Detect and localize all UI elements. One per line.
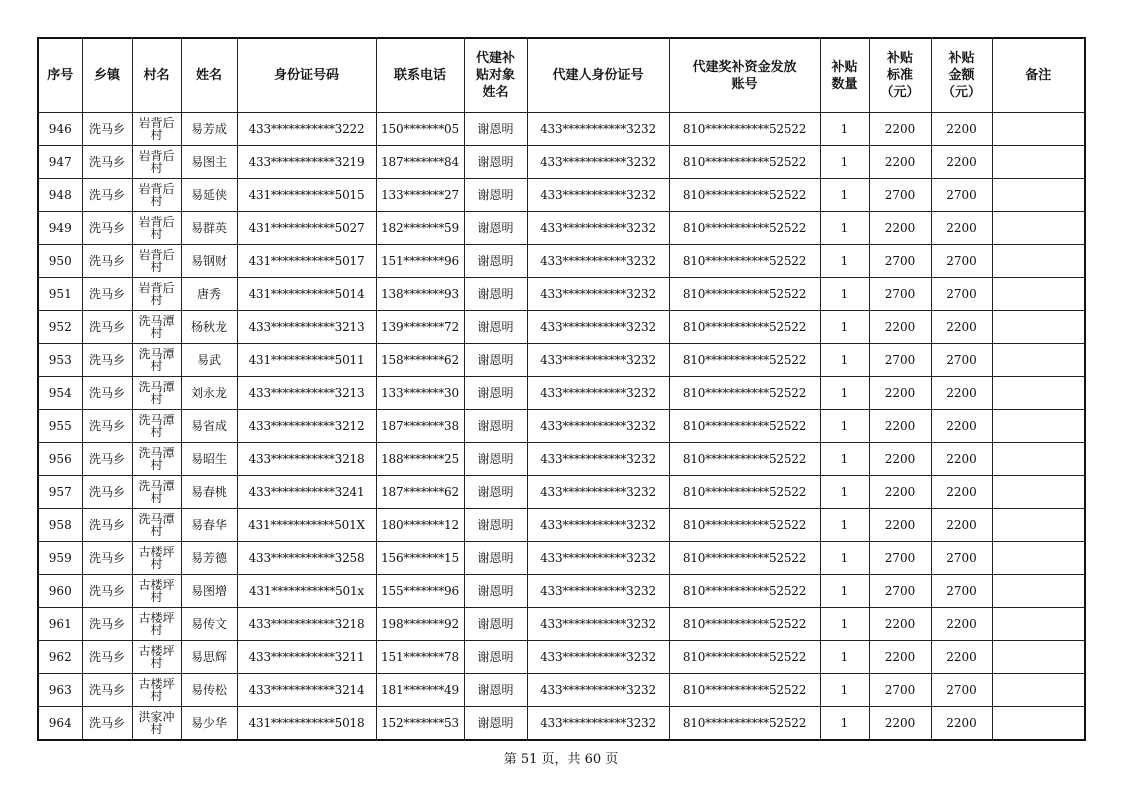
- cell-agent-name: 谢恩明: [464, 146, 527, 179]
- cell-seq: 949: [38, 212, 82, 245]
- cell-standard: 2700: [869, 344, 931, 377]
- header-standard: 补贴 标准 （元）: [869, 38, 931, 113]
- cell-standard: 2700: [869, 245, 931, 278]
- cell-id-number: 431***********5017: [237, 245, 376, 278]
- table-row: [38, 575, 1085, 608]
- cell-remark: [992, 575, 1085, 608]
- cell-remark: [992, 509, 1085, 542]
- cell-phone: 156*******15: [376, 542, 464, 575]
- cell-account: 810***********52522: [669, 542, 820, 575]
- cell-account: 810***********52522: [669, 674, 820, 707]
- cell-amount: 2200: [931, 608, 992, 641]
- cell-amount: 2200: [931, 443, 992, 476]
- table-row: [38, 344, 1085, 377]
- cell-standard: 2200: [869, 608, 931, 641]
- cell-name: 易钢财: [181, 245, 237, 278]
- cell-phone: 150*******05: [376, 113, 464, 146]
- cell-amount: 2700: [931, 179, 992, 212]
- cell-name: 易昭生: [181, 443, 237, 476]
- cell-remark: [992, 641, 1085, 674]
- cell-town: 洗马乡: [82, 146, 132, 179]
- cell-agent-name: 谢恩明: [464, 509, 527, 542]
- cell-phone: 181*******49: [376, 674, 464, 707]
- cell-phone: 133*******30: [376, 377, 464, 410]
- cell-id-number: 431***********501X: [237, 509, 376, 542]
- cell-amount: 2700: [931, 575, 992, 608]
- cell-town: 洗马乡: [82, 608, 132, 641]
- cell-id-number: 431***********5018: [237, 707, 376, 741]
- cell-name: 易传松: [181, 674, 237, 707]
- cell-account: 810***********52522: [669, 146, 820, 179]
- cell-account: 810***********52522: [669, 113, 820, 146]
- cell-standard: 2200: [869, 476, 931, 509]
- cell-agent-id: 433***********3232: [527, 443, 669, 476]
- header-id-number: 身份证号码: [237, 38, 376, 113]
- cell-account: 810***********52522: [669, 245, 820, 278]
- cell-agent-name: 谢恩明: [464, 443, 527, 476]
- cell-standard: 2700: [869, 179, 931, 212]
- cell-town: 洗马乡: [82, 212, 132, 245]
- cell-amount: 2700: [931, 278, 992, 311]
- cell-standard: 2200: [869, 707, 931, 741]
- cell-amount: 2200: [931, 212, 992, 245]
- cell-seq: 952: [38, 311, 82, 344]
- cell-id-number: 433***********3213: [237, 311, 376, 344]
- cell-remark: [992, 146, 1085, 179]
- header-phone: 联系电话: [376, 38, 464, 113]
- cell-standard: 2700: [869, 542, 931, 575]
- cell-amount: 2200: [931, 377, 992, 410]
- header-account: 代建奖补资金发放 账号: [669, 38, 820, 113]
- cell-id-number: 433***********3213: [237, 377, 376, 410]
- cell-agent-id: 433***********3232: [527, 575, 669, 608]
- cell-id-number: 431***********5011: [237, 344, 376, 377]
- table-row: [38, 509, 1085, 542]
- cell-agent-id: 433***********3232: [527, 707, 669, 741]
- cell-count: 1: [820, 641, 869, 674]
- cell-agent-id: 433***********3232: [527, 608, 669, 641]
- cell-agent-id: 433***********3232: [527, 641, 669, 674]
- cell-agent-name: 谢恩明: [464, 707, 527, 741]
- cell-agent-name: 谢恩明: [464, 641, 527, 674]
- cell-village: 古楼坪村: [132, 641, 181, 674]
- cell-village: 岩背后村: [132, 212, 181, 245]
- cell-remark: [992, 608, 1085, 641]
- cell-id-number: 433***********3212: [237, 410, 376, 443]
- cell-agent-name: 谢恩明: [464, 344, 527, 377]
- cell-account: 810***********52522: [669, 476, 820, 509]
- cell-remark: [992, 245, 1085, 278]
- cell-phone: 155*******96: [376, 575, 464, 608]
- cell-seq: 955: [38, 410, 82, 443]
- cell-agent-id: 433***********3232: [527, 311, 669, 344]
- cell-agent-name: 谢恩明: [464, 674, 527, 707]
- cell-agent-name: 谢恩明: [464, 311, 527, 344]
- cell-village: 古楼坪村: [132, 608, 181, 641]
- cell-agent-name: 谢恩明: [464, 245, 527, 278]
- cell-town: 洗马乡: [82, 344, 132, 377]
- cell-amount: 2700: [931, 344, 992, 377]
- cell-agent-name: 谢恩明: [464, 113, 527, 146]
- cell-amount: 2200: [931, 113, 992, 146]
- cell-standard: 2700: [869, 575, 931, 608]
- cell-seq: 954: [38, 377, 82, 410]
- cell-name: 刘永龙: [181, 377, 237, 410]
- table-row: [38, 146, 1085, 179]
- cell-agent-id: 433***********3232: [527, 146, 669, 179]
- cell-id-number: 433***********3214: [237, 674, 376, 707]
- cell-standard: 2200: [869, 509, 931, 542]
- cell-amount: 2200: [931, 641, 992, 674]
- cell-remark: [992, 212, 1085, 245]
- cell-town: 洗马乡: [82, 311, 132, 344]
- cell-name: 易思辉: [181, 641, 237, 674]
- cell-name: 易春桃: [181, 476, 237, 509]
- cell-agent-id: 433***********3232: [527, 278, 669, 311]
- cell-standard: 2200: [869, 113, 931, 146]
- cell-remark: [992, 410, 1085, 443]
- cell-standard: 2200: [869, 311, 931, 344]
- cell-village: 洗马潭村: [132, 410, 181, 443]
- cell-village: 岩背后村: [132, 146, 181, 179]
- cell-village: 岩背后村: [132, 179, 181, 212]
- header-agent-id: 代建人身份证号: [527, 38, 669, 113]
- cell-town: 洗马乡: [82, 707, 132, 741]
- cell-village: 洗马潭村: [132, 443, 181, 476]
- cell-town: 洗马乡: [82, 443, 132, 476]
- cell-agent-name: 谢恩明: [464, 542, 527, 575]
- cell-village: 古楼坪村: [132, 674, 181, 707]
- table-row: [38, 674, 1085, 707]
- cell-seq: 963: [38, 674, 82, 707]
- cell-phone: 182*******59: [376, 212, 464, 245]
- cell-agent-id: 433***********3232: [527, 542, 669, 575]
- header-remark: 备注: [992, 38, 1085, 113]
- cell-count: 1: [820, 344, 869, 377]
- cell-town: 洗马乡: [82, 674, 132, 707]
- cell-name: 易少华: [181, 707, 237, 741]
- cell-village: 洗马潭村: [132, 476, 181, 509]
- cell-name: 易群英: [181, 212, 237, 245]
- table-row: [38, 641, 1085, 674]
- cell-phone: 139*******72: [376, 311, 464, 344]
- cell-remark: [992, 311, 1085, 344]
- cell-seq: 960: [38, 575, 82, 608]
- cell-phone: 152*******53: [376, 707, 464, 741]
- subsidy-table: [37, 37, 1086, 741]
- cell-account: 810***********52522: [669, 179, 820, 212]
- cell-phone: 180*******12: [376, 509, 464, 542]
- cell-remark: [992, 476, 1085, 509]
- cell-seq: 961: [38, 608, 82, 641]
- cell-account: 810***********52522: [669, 344, 820, 377]
- cell-phone: 151*******96: [376, 245, 464, 278]
- cell-remark: [992, 344, 1085, 377]
- cell-village: 古楼坪村: [132, 575, 181, 608]
- cell-town: 洗马乡: [82, 542, 132, 575]
- cell-agent-name: 谢恩明: [464, 377, 527, 410]
- cell-seq: 956: [38, 443, 82, 476]
- cell-agent-name: 谢恩明: [464, 212, 527, 245]
- cell-town: 洗马乡: [82, 113, 132, 146]
- cell-id-number: 433***********3241: [237, 476, 376, 509]
- cell-village: 洗马潭村: [132, 344, 181, 377]
- table-row: [38, 311, 1085, 344]
- table-row: [38, 608, 1085, 641]
- cell-count: 1: [820, 443, 869, 476]
- cell-town: 洗马乡: [82, 476, 132, 509]
- cell-amount: 2200: [931, 509, 992, 542]
- cell-standard: 2200: [869, 377, 931, 410]
- cell-agent-name: 谢恩明: [464, 575, 527, 608]
- cell-count: 1: [820, 245, 869, 278]
- cell-amount: 2200: [931, 707, 992, 741]
- cell-town: 洗马乡: [82, 278, 132, 311]
- cell-id-number: 433***********3222: [237, 113, 376, 146]
- cell-amount: 2700: [931, 245, 992, 278]
- cell-agent-id: 433***********3232: [527, 344, 669, 377]
- header-village: 村名: [132, 38, 181, 113]
- cell-seq: 946: [38, 113, 82, 146]
- cell-standard: 2700: [869, 674, 931, 707]
- cell-phone: 138*******93: [376, 278, 464, 311]
- cell-account: 810***********52522: [669, 707, 820, 741]
- table-row: [38, 542, 1085, 575]
- cell-town: 洗马乡: [82, 641, 132, 674]
- cell-town: 洗马乡: [82, 179, 132, 212]
- cell-account: 810***********52522: [669, 443, 820, 476]
- cell-name: 易春华: [181, 509, 237, 542]
- cell-agent-id: 433***********3232: [527, 410, 669, 443]
- cell-standard: 2200: [869, 410, 931, 443]
- cell-count: 1: [820, 212, 869, 245]
- cell-seq: 957: [38, 476, 82, 509]
- cell-standard: 2200: [869, 641, 931, 674]
- header-row: [38, 38, 1085, 113]
- cell-town: 洗马乡: [82, 575, 132, 608]
- cell-count: 1: [820, 575, 869, 608]
- cell-amount: 2200: [931, 410, 992, 443]
- cell-standard: 2700: [869, 278, 931, 311]
- table-row: [38, 245, 1085, 278]
- cell-id-number: 433***********3219: [237, 146, 376, 179]
- cell-seq: 948: [38, 179, 82, 212]
- cell-agent-id: 433***********3232: [527, 377, 669, 410]
- cell-count: 1: [820, 179, 869, 212]
- cell-standard: 2200: [869, 146, 931, 179]
- cell-count: 1: [820, 509, 869, 542]
- cell-id-number: 431***********5014: [237, 278, 376, 311]
- cell-remark: [992, 707, 1085, 741]
- cell-standard: 2200: [869, 212, 931, 245]
- header-agent-name: 代建补 贴对象 姓名: [464, 38, 527, 113]
- cell-seq: 947: [38, 146, 82, 179]
- cell-agent-id: 433***********3232: [527, 674, 669, 707]
- cell-count: 1: [820, 476, 869, 509]
- cell-name: 易省成: [181, 410, 237, 443]
- cell-amount: 2700: [931, 542, 992, 575]
- cell-amount: 2700: [931, 674, 992, 707]
- cell-agent-name: 谢恩明: [464, 278, 527, 311]
- cell-count: 1: [820, 674, 869, 707]
- cell-agent-name: 谢恩明: [464, 179, 527, 212]
- cell-count: 1: [820, 146, 869, 179]
- cell-agent-id: 433***********3232: [527, 212, 669, 245]
- cell-town: 洗马乡: [82, 509, 132, 542]
- cell-agent-name: 谢恩明: [464, 608, 527, 641]
- cell-count: 1: [820, 113, 869, 146]
- table-row: [38, 410, 1085, 443]
- cell-count: 1: [820, 707, 869, 741]
- cell-phone: 158*******62: [376, 344, 464, 377]
- cell-name: 杨秋龙: [181, 311, 237, 344]
- cell-id-number: 433***********3211: [237, 641, 376, 674]
- cell-remark: [992, 179, 1085, 212]
- table-row: [38, 443, 1085, 476]
- cell-count: 1: [820, 311, 869, 344]
- cell-seq: 950: [38, 245, 82, 278]
- header-seq: 序号: [38, 38, 82, 113]
- cell-count: 1: [820, 410, 869, 443]
- cell-seq: 959: [38, 542, 82, 575]
- cell-town: 洗马乡: [82, 245, 132, 278]
- cell-id-number: 433***********3218: [237, 443, 376, 476]
- cell-account: 810***********52522: [669, 608, 820, 641]
- cell-name: 易传文: [181, 608, 237, 641]
- cell-name: 唐秀: [181, 278, 237, 311]
- cell-name: 易延侠: [181, 179, 237, 212]
- cell-name: 易图主: [181, 146, 237, 179]
- table-row: [38, 113, 1085, 146]
- cell-name: 易武: [181, 344, 237, 377]
- cell-account: 810***********52522: [669, 641, 820, 674]
- cell-remark: [992, 674, 1085, 707]
- cell-village: 洗马潭村: [132, 377, 181, 410]
- cell-phone: 198*******92: [376, 608, 464, 641]
- cell-seq: 962: [38, 641, 82, 674]
- cell-amount: 2200: [931, 311, 992, 344]
- cell-account: 810***********52522: [669, 278, 820, 311]
- cell-account: 810***********52522: [669, 212, 820, 245]
- cell-village: 洗马潭村: [132, 311, 181, 344]
- cell-remark: [992, 113, 1085, 146]
- header-amount: 补贴 金额 （元）: [931, 38, 992, 113]
- cell-account: 810***********52522: [669, 311, 820, 344]
- cell-seq: 958: [38, 509, 82, 542]
- cell-phone: 133*******27: [376, 179, 464, 212]
- cell-remark: [992, 542, 1085, 575]
- cell-account: 810***********52522: [669, 575, 820, 608]
- cell-name: 易芳成: [181, 113, 237, 146]
- cell-village: 岩背后村: [132, 245, 181, 278]
- cell-phone: 187*******38: [376, 410, 464, 443]
- cell-amount: 2200: [931, 146, 992, 179]
- cell-account: 810***********52522: [669, 509, 820, 542]
- cell-count: 1: [820, 377, 869, 410]
- cell-agent-id: 433***********3232: [527, 245, 669, 278]
- cell-remark: [992, 377, 1085, 410]
- cell-count: 1: [820, 608, 869, 641]
- cell-village: 古楼坪村: [132, 542, 181, 575]
- cell-town: 洗马乡: [82, 377, 132, 410]
- cell-id-number: 431***********501x: [237, 575, 376, 608]
- header-town: 乡镇: [82, 38, 132, 113]
- cell-village: 洪家冲村: [132, 707, 181, 741]
- cell-amount: 2200: [931, 476, 992, 509]
- table-row: [38, 707, 1085, 741]
- cell-id-number: 431***********5027: [237, 212, 376, 245]
- cell-count: 1: [820, 278, 869, 311]
- cell-name: 易芳德: [181, 542, 237, 575]
- cell-id-number: 433***********3258: [237, 542, 376, 575]
- header-name: 姓名: [181, 38, 237, 113]
- page-footer: 第 51 页，共 60 页: [503, 752, 619, 767]
- table-row: [38, 476, 1085, 509]
- cell-town: 洗马乡: [82, 410, 132, 443]
- cell-count: 1: [820, 542, 869, 575]
- cell-agent-id: 433***********3232: [527, 113, 669, 146]
- table-row: [38, 179, 1085, 212]
- cell-phone: 188*******25: [376, 443, 464, 476]
- cell-seq: 953: [38, 344, 82, 377]
- table-row: [38, 377, 1085, 410]
- cell-agent-id: 433***********3232: [527, 179, 669, 212]
- cell-phone: 151*******78: [376, 641, 464, 674]
- table-row: [38, 212, 1085, 245]
- cell-phone: 187*******62: [376, 476, 464, 509]
- header-count: 补贴 数量: [820, 38, 869, 113]
- cell-agent-id: 433***********3232: [527, 509, 669, 542]
- cell-village: 岩背后村: [132, 278, 181, 311]
- cell-name: 易图增: [181, 575, 237, 608]
- cell-account: 810***********52522: [669, 377, 820, 410]
- cell-id-number: 431***********5015: [237, 179, 376, 212]
- cell-agent-id: 433***********3232: [527, 476, 669, 509]
- cell-agent-name: 谢恩明: [464, 476, 527, 509]
- cell-remark: [992, 443, 1085, 476]
- cell-id-number: 433***********3218: [237, 608, 376, 641]
- cell-agent-name: 谢恩明: [464, 410, 527, 443]
- cell-remark: [992, 278, 1085, 311]
- cell-standard: 2200: [869, 443, 931, 476]
- cell-village: 岩背后村: [132, 113, 181, 146]
- table-row: [38, 278, 1085, 311]
- cell-seq: 951: [38, 278, 82, 311]
- cell-account: 810***********52522: [669, 410, 820, 443]
- cell-seq: 964: [38, 707, 82, 741]
- cell-village: 洗马潭村: [132, 509, 181, 542]
- cell-phone: 187*******84: [376, 146, 464, 179]
